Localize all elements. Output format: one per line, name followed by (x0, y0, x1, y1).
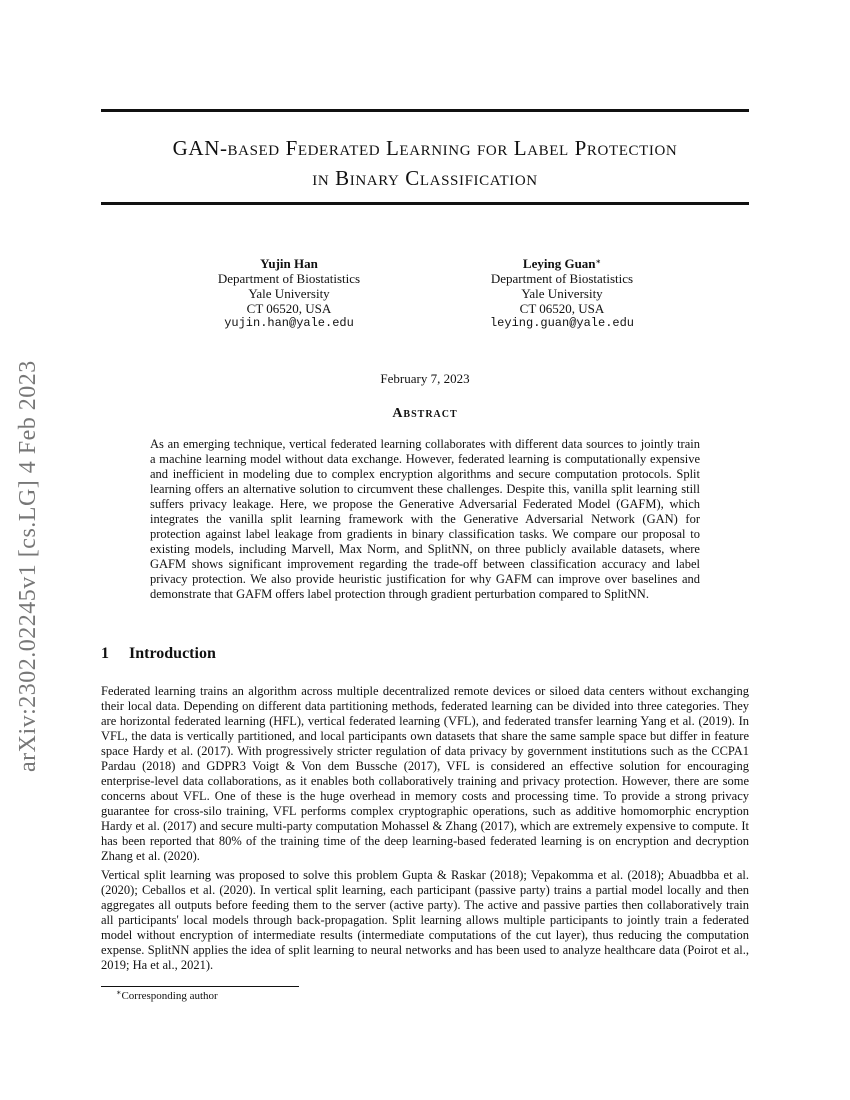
footnote-marker: ∗ (116, 988, 122, 997)
publication-date: February 7, 2023 (380, 371, 470, 386)
section-title: Introduction (129, 645, 216, 662)
title-line-1: GAN-based Federated Learning for Label Protection (172, 136, 678, 160)
body-paragraph: Vertical split learning was proposed to solve this problem Gupta & Raskar (2018); Vepakomma et al. (2018); Abuadbba et al. (2020); Ceballos et al. (2020). In vertical split learning, each participant (passive party) trains a partial model locally and then aggregates all outputs before feeding them to the server (active party). The active and passive parties then collaboratively train all participants' local models through back-propagation. Split learning allows multiple participants to jointly train a federated model without encryption of intermediate results (intermediate computations of the cut layer), thus reducing the computation expense. SplitNN applies the idea of split learning to neural networks and has been used to analyze healthcare data (Poirot et al., 2019; Ha et al., 2021). (101, 868, 749, 972)
author-block-1 (189, 256, 389, 331)
title-line-2: in Binary Classification (312, 166, 538, 190)
abstract-heading: Abstract (392, 406, 458, 421)
title-rule-bottom (101, 202, 749, 205)
author-university: Yale University (248, 286, 330, 301)
corresponding-marker: ∗ (595, 257, 602, 266)
author-department: Department of Biostatistics (490, 271, 634, 286)
footnote (116, 990, 218, 1002)
title-rule-top (101, 109, 749, 112)
author-university: Yale University (521, 286, 603, 301)
arxiv-identifier: arXiv:2302.02245v1 [cs.LG] 4 Feb 2023 (15, 360, 41, 772)
author-block-2 (462, 256, 662, 331)
author-department: Department of Biostatistics (217, 271, 361, 286)
body-paragraph: Federated learning trains an algorithm across multiple decentralized remote devices or siloed data centers without exchanging their local data. Depending on different data partitioning methods, federated learning can be divided into three categories. They are horizontal federated learning (HFL), vertical federated learning (VFL), and federated transfer learning Yang et al. (2019). In VFL, the data is vertically partitioned, and local participants own datasets that share the same sample space but differ in feature space Hardy et al. (2017). With progressively stricter regulation of data privacy by government institutions such as the CCPA1 Pardau (2018) and GDPR3 Voigt & Von dem Bussche (2017), VFL is considered an effective solution for encouraging enterprise-level data collaborations, as it enables both collaboratively training and privacy protection. However, there are some concerns about VFL. One of these is the huge overhead in memory costs and processing time. To provide a strong privacy guarantee for cross-silo training, VFL performs complex cryptographic operations, such as additive homomorphic encryption Hardy et al. (2017) and secure multi-party computation Mohassel & Zhang (2017), which are extremely expensive to compute. It has been reported that 80% of the training time of the deep learning-based federated learning is on encryption and decryption Zhang et al. (2020). (101, 684, 749, 863)
author-name: Yujin Han (260, 256, 318, 271)
author-email[interactable]: yujin.han@yale.edu (224, 316, 354, 330)
section-heading (101, 645, 216, 663)
author-name: Leying Guan∗ (522, 256, 602, 271)
author-email[interactable]: leying.guan@yale.edu (489, 316, 635, 330)
author-location: CT 06520, USA (519, 301, 605, 316)
author-location: CT 06520, USA (246, 301, 332, 316)
paper-title (101, 133, 749, 193)
section-number: 1 (101, 645, 109, 662)
footnote-text: Corresponding author (121, 990, 218, 1002)
footnote-rule (101, 986, 299, 987)
abstract-text: As an emerging technique, vertical federated learning collaborates with different data sources to jointly train a machine learning model without data exchange. However, federated learning is computationally expensive and inefficient in modeling due to complex encryption algorithms and secure computation protocols. Split learning offers an alternative solution to circumvent these challenges. Despite this, vanilla split learning still suffers privacy leakage. Here, we propose the Generative Adversarial Federated Model (GAFM), which integrates the vanilla split learning framework with the Generative Adversarial Network (GAN) for protection against label leakage from gradients in binary classification tasks. We compare our proposal to existing models, including Marvell, Max Norm, and SplitNN, on three publicly available datasets, where GAFM shows significant improvement regarding the trade-off between classification accuracy and label privacy protection. We also provide heuristic justification for why GAFM can improve over baselines and demonstrate that GAFM offers label protection through gradient perturbation compared to SplitNN. (150, 437, 700, 601)
